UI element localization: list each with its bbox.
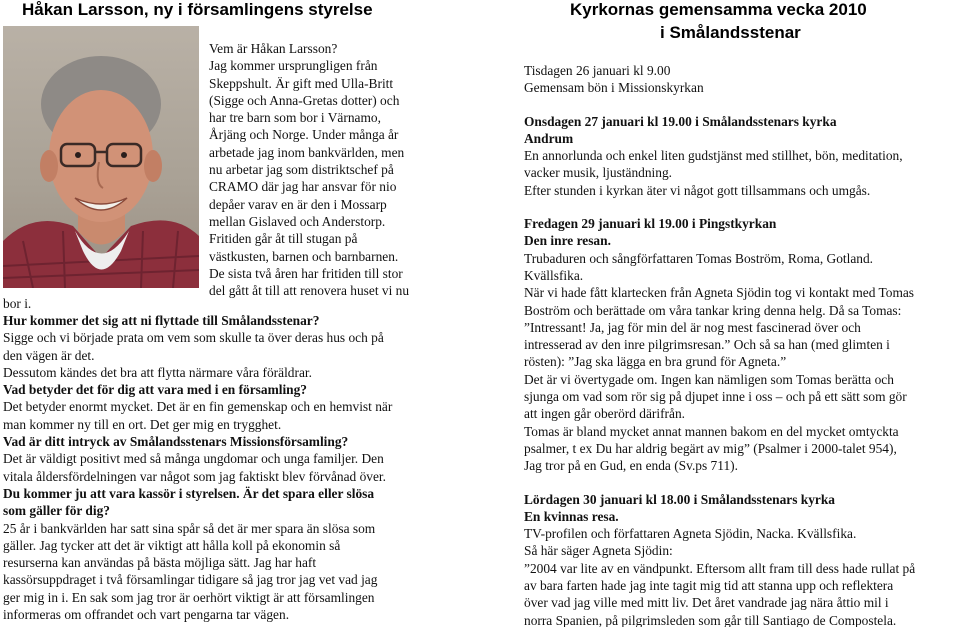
intro-line: nu arbetar jag som distriktschef på: [209, 162, 394, 178]
event-date: Fredagen 29 januari kl 19.00 i Pingstkyrkan: [524, 216, 777, 232]
intro-line: arbetade jag inom bankvärlden, men: [209, 144, 405, 160]
event-block: [524, 62, 960, 97]
intro-line: depåer varav en är den i Mossarp: [209, 196, 387, 212]
event-date: Onsdagen 27 januari kl 19.00 i Smålandsstenars kyrka: [524, 113, 837, 129]
intro-line: mellan Gislaved och Anderstorp.: [209, 213, 386, 229]
event-text: ”Intressant! Ja, jag för min del är nog mest fascinerad över och: [524, 319, 861, 335]
intro-line: Årjäng och Norge. Under många år: [209, 127, 399, 143]
intro-line: De sista två åren har fritiden till stor: [209, 265, 403, 281]
left-article: [0, 0, 448, 627]
event-text: ”2004 var lite av en vändpunkt. Eftersom allt fram till dess hade rullat på: [524, 560, 916, 576]
event-text: Boström och berättade om våra tankar kring denna helg. Då sa Tomas:: [524, 302, 902, 318]
interview-answer: Sigge och vi började prata om vem som skulle ta över deras hus och på: [3, 330, 384, 346]
event-text: När vi hade fått klartecken från Agneta Sjödin tog vi kontakt med Tomas: [524, 285, 915, 301]
event-text: Trubaduren och sångförfattaren Tomas Boström, Roma, Gotland.: [524, 250, 874, 266]
event-text: Gemensam bön i Missionskyrkan: [524, 80, 704, 96]
event-text: Tomas är bland mycket annat mannen bakom en del mycket omtyckta: [524, 423, 899, 439]
event-date: Tisdagen 26 januari kl 9.00: [524, 63, 671, 78]
event-text: vacker musik, ljuständning.: [524, 165, 673, 181]
article-title: Håkan Larsson, ny i församlingens styrelse: [22, 0, 373, 19]
event-text: Så här säger Agneta Sjödin:: [524, 543, 673, 559]
intro-line: har tre barn som bor i Värnamo,: [209, 110, 381, 126]
event-text: rösten): ”Jag ska lägga en bra grund för Agneta.”: [524, 354, 787, 370]
intro-tail: bor i.: [3, 296, 32, 311]
interview-question: Vad betyder det för dig att vara med i en församling?: [3, 382, 308, 398]
interview-section: [3, 312, 443, 623]
interview-answer: Dessutom kändes det bra att flytta närmare våra föräldrar.: [3, 364, 312, 380]
intro-line: Skeppshult. Är gift med Ulla-Britt: [209, 75, 394, 91]
interview-question: Hur kommer det sig att ni flyttade till Smålandsstenar?: [3, 313, 320, 328]
portrait-illustration: [3, 26, 199, 288]
interview-answer: den vägen är det.: [3, 347, 95, 363]
interview-answer: vitala åldersfördelningen var något som jag faktiskt blev förvånad över.: [3, 468, 386, 484]
interview-answer: gäller. Jag tycker att det är viktigt att hålla koll på ekonomin så: [3, 537, 341, 553]
intro-line: del gått åt till att renovera huset vi nu: [209, 283, 410, 299]
event-block: [524, 113, 960, 199]
event-block: [524, 215, 960, 474]
event-text: psalmer, t ex Du har aldrig begärt av mig” (Psalmer i 2000-talet 954),: [524, 440, 897, 456]
intro-line: Fritiden går åt till stugan på: [209, 231, 358, 247]
event-text: Det är vi övertygade om. Ingen kan nämligen som Tomas berätta och: [524, 371, 894, 387]
right-article: [524, 0, 960, 627]
event-text: av bara farten hade jag inte tagit mig tid att stanna upp och reflektera: [524, 578, 894, 594]
interview-answer: Det är väldigt positivt med så många ungdomar och unga familjer. Den: [3, 451, 384, 467]
interview-answer: resurserna kan användas på bästa möjliga sätt. Jag har haft: [3, 555, 317, 571]
intro-line: västkusten, barnen och barnbarnen.: [209, 248, 399, 264]
event-block: [524, 491, 960, 627]
event-date: Lördagen 30 januari kl 18.00 i Smålandsstenars kyrka: [524, 491, 836, 507]
schedule-body: [524, 62, 960, 627]
interview-answer: man kommer ny till en ort. Det ger mig en trygghet.: [3, 416, 282, 432]
interview-answer: ger mig in i. En sak som jag tror är oerhört viktigt är att församlingen: [3, 589, 375, 605]
interview-question: Du kommer ju att vara kassör i styrelsen. Är det spara eller slösa: [3, 485, 375, 501]
event-name: Andrum: [524, 130, 574, 146]
interview-question: Vad är ditt intryck av Smålandsstenars Missionsförsamling?: [3, 434, 349, 450]
event-text: över vad jag ville med mitt liv. Det året vandrade jag nära åttio mil i: [524, 595, 889, 611]
event-text: Jag tror på en Gud, en enda (Sv.ps 711).: [524, 458, 738, 474]
portrait-photo: [3, 26, 199, 288]
schedule-subtitle: i Smålandsstenar: [660, 23, 801, 42]
event-text: Efter stunden i kyrkan äter vi något gott tillsammans och umgås.: [524, 182, 871, 198]
intro-text: [209, 40, 447, 299]
event-name: En kvinnas resa.: [524, 508, 619, 524]
event-text: intresserad av den inre pilgrimsresan.” Och så sa han (med glimten i: [524, 337, 890, 353]
interview-answer: 25 år i bankvärlden har satt sina spår så det är mer spara än slösa som: [3, 520, 376, 536]
event-text: En annorlunda och enkel liten gudstjänst med stillhet, bön, meditation,: [524, 148, 903, 164]
intro-line: Jag kommer ursprungligen från: [209, 58, 378, 74]
intro-line: CRAMO där jag har ansvar för nio: [209, 179, 397, 195]
intro-line: (Sigge och Anna-Gretas dotter) och: [209, 92, 400, 108]
intro-line: Vem är Håkan Larsson?: [209, 41, 338, 56]
interview-answer: kassörsuppdraget i två församlingar tidigare så jag tror jag vet vad jag: [3, 572, 378, 588]
interview-answer: informeras om offrandet och vart pengarna tar vägen.: [3, 607, 290, 623]
interview-answer: Det betyder enormt mycket. Det är en fin gemenskap och en hemvist när: [3, 399, 393, 415]
event-text: TV-profilen och författaren Agneta Sjödin, Nacka. Kvällsfika.: [524, 526, 857, 542]
event-text: norra Spanien, på pilgrimsleden som går till Santiago de Compostela.: [524, 612, 897, 627]
event-text: sjunga om vad som rör sig på djupet inne i oss – och på ett sätt som gör: [524, 389, 907, 405]
interview-question: som gäller för dig?: [3, 503, 110, 519]
schedule-title: Kyrkornas gemensamma vecka 2010: [570, 0, 867, 19]
event-name: Den inre resan.: [524, 233, 611, 249]
event-text: att ingen går oberörd därifrån.: [524, 406, 685, 422]
event-text: Kvällsfika.: [524, 267, 584, 283]
